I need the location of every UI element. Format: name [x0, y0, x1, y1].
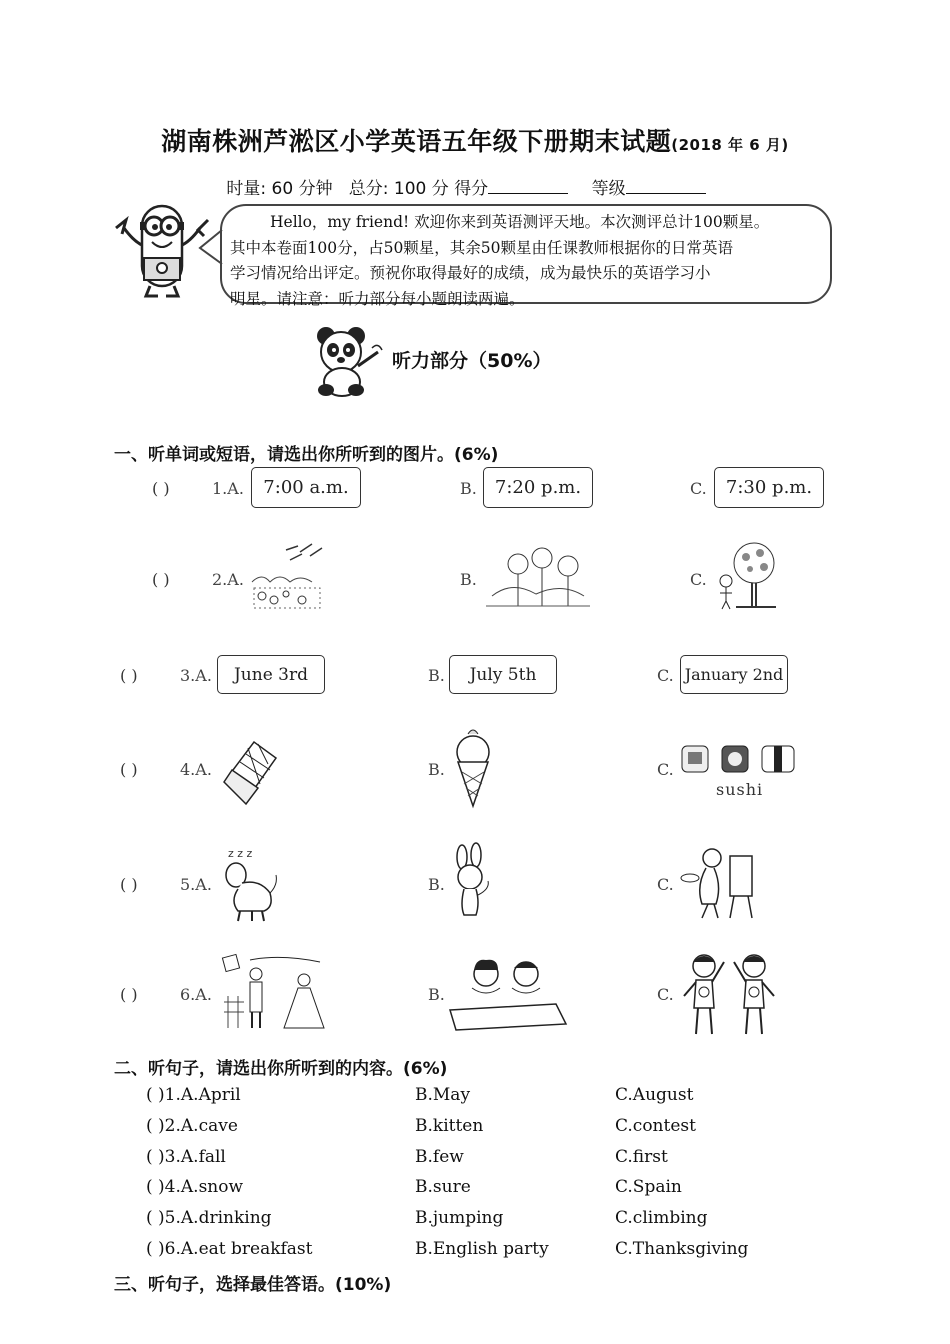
- q2-paren[interactable]: ( ): [152, 570, 170, 589]
- q6-label: 6.A.: [180, 985, 212, 1004]
- q1-c-label: C.: [690, 479, 707, 498]
- part1-title: 一、听单词或短语，请选出你所听到的图片。(6%): [114, 445, 499, 465]
- q4-b-ice-cream-icon[interactable]: [448, 728, 498, 808]
- q5-b-label: B.: [428, 875, 445, 894]
- part2-q2-c[interactable]: C.contest: [615, 1116, 696, 1136]
- part2-q4-b[interactable]: B.sure: [415, 1177, 471, 1197]
- q3-option-c[interactable]: January 2nd: [680, 655, 788, 694]
- title-text: 湖南株洲芦淞区小学英语五年级下册期末试题: [161, 127, 672, 156]
- q6-b-kids-drawing-icon[interactable]: [446, 954, 568, 1032]
- intro-line-4: 明星。请注意：听力部分每小题朗读两遍。: [230, 289, 525, 308]
- part2-q1-b[interactable]: B.May: [415, 1085, 471, 1105]
- q3-option-b[interactable]: July 5th: [449, 655, 557, 694]
- part2-q4-c[interactable]: C.Spain: [615, 1177, 682, 1197]
- q6-paren[interactable]: ( ): [120, 985, 138, 1004]
- score-label: 得分: [454, 179, 489, 199]
- intro-line-1: Hello，my friend! 欢迎你来到英语测评天地。本次测评总计100颗星。: [270, 213, 770, 231]
- intro-line-3: 学习情况给出评定。预祝你取得最好的成绩，成为最快乐的英语学习小: [230, 264, 711, 282]
- q4-c-caption: sushi: [716, 780, 764, 799]
- q1-option-b[interactable]: 7:20 p.m.: [483, 467, 593, 508]
- q5-label: 5.A.: [180, 875, 212, 894]
- part2-title: 二、听句子，请选出你所听到的内容。(6%): [114, 1059, 448, 1079]
- q2-b-flowers-icon[interactable]: [482, 544, 594, 610]
- q2-c-label: C.: [690, 570, 707, 589]
- q3-paren[interactable]: ( ): [120, 666, 138, 685]
- part2-q5-c[interactable]: C.climbing: [615, 1208, 708, 1228]
- q4-paren[interactable]: ( ): [120, 760, 138, 779]
- q5-paren[interactable]: ( ): [120, 875, 138, 894]
- q4-c-label: C.: [657, 760, 674, 779]
- q3-label: 3.A.: [180, 666, 212, 685]
- page-title: [0, 122, 950, 158]
- q2-label: 2.A.: [212, 570, 244, 589]
- listening-title: 听力部分（50%）: [392, 350, 552, 372]
- part2-q3-c[interactable]: C.first: [615, 1147, 668, 1167]
- q5-b-rabbit-icon[interactable]: [450, 845, 494, 921]
- q3-c-label: C.: [657, 666, 674, 685]
- exam-meta: [0, 174, 950, 199]
- q6-c-label: C.: [657, 985, 674, 1004]
- grade-blank[interactable]: [626, 179, 706, 194]
- part2-q6-b[interactable]: B.English party: [415, 1239, 549, 1259]
- q3-b-label: B.: [428, 666, 445, 685]
- q4-a-chocolate-icon[interactable]: [220, 734, 280, 806]
- part2-q3: ( )3.A.fall: [146, 1147, 226, 1167]
- q1-option-c[interactable]: 7:30 p.m.: [714, 467, 824, 508]
- q2-a-spring-scene-icon[interactable]: [250, 542, 324, 610]
- part3-title: 三、听句子，选择最佳答语。(10%): [114, 1275, 392, 1295]
- part2-q5: ( )5.A.drinking: [146, 1208, 272, 1228]
- grade-label: 等级: [591, 179, 626, 199]
- intro-bubble: [220, 204, 832, 308]
- part2-q2-b[interactable]: B.kitten: [415, 1116, 484, 1136]
- q6-c-kids-exercise-icon[interactable]: [678, 946, 782, 1040]
- svg-text:z z z: z z z: [228, 847, 253, 860]
- panda-icon: [312, 326, 384, 396]
- q5-c-painting-monkey-icon[interactable]: [678, 846, 758, 920]
- q4-label: 4.A.: [180, 760, 212, 779]
- q1-label: 1.A.: [212, 479, 244, 498]
- part2-q1: ( )1.A.April: [146, 1085, 241, 1105]
- q6-b-label: B.: [428, 985, 445, 1004]
- part2-q3-b[interactable]: B.few: [415, 1147, 464, 1167]
- part2-q1-c[interactable]: C.August: [615, 1085, 694, 1105]
- score-blank[interactable]: [488, 179, 568, 194]
- q4-b-label: B.: [428, 760, 445, 779]
- q3-option-a[interactable]: June 3rd: [217, 655, 325, 694]
- q2-c-tree-girl-icon[interactable]: [712, 541, 782, 613]
- part2-q6-c[interactable]: C.Thanksgiving: [615, 1239, 749, 1259]
- q5-c-label: C.: [657, 875, 674, 894]
- total-label: 总分: 100 分: [348, 179, 449, 199]
- q2-b-label: B.: [460, 570, 477, 589]
- q4-c-sushi-icon[interactable]: [680, 742, 798, 778]
- q6-a-dance-party-icon[interactable]: [220, 952, 334, 1032]
- time-label: 时量: 60 分钟: [226, 179, 333, 199]
- part2-q6: ( )6.A.eat breakfast: [146, 1239, 313, 1259]
- q5-a-sleeping-horse-icon[interactable]: [218, 845, 280, 923]
- minion-mascot-icon: [112, 198, 212, 298]
- part2-q5-b[interactable]: B.jumping: [415, 1208, 504, 1228]
- q1-b-label: B.: [460, 479, 477, 498]
- q1-option-a[interactable]: 7:00 a.m.: [251, 467, 361, 508]
- q1-paren[interactable]: ( ): [152, 479, 170, 498]
- intro-line-2: 其中本卷面100分，占50颗星，其余50颗星由任课教师根据你的日常英语: [230, 238, 734, 257]
- title-date: (2018 年 6 月): [671, 136, 789, 154]
- part2-q4: ( )4.A.snow: [146, 1177, 244, 1197]
- part2-q2: ( )2.A.cave: [146, 1116, 238, 1136]
